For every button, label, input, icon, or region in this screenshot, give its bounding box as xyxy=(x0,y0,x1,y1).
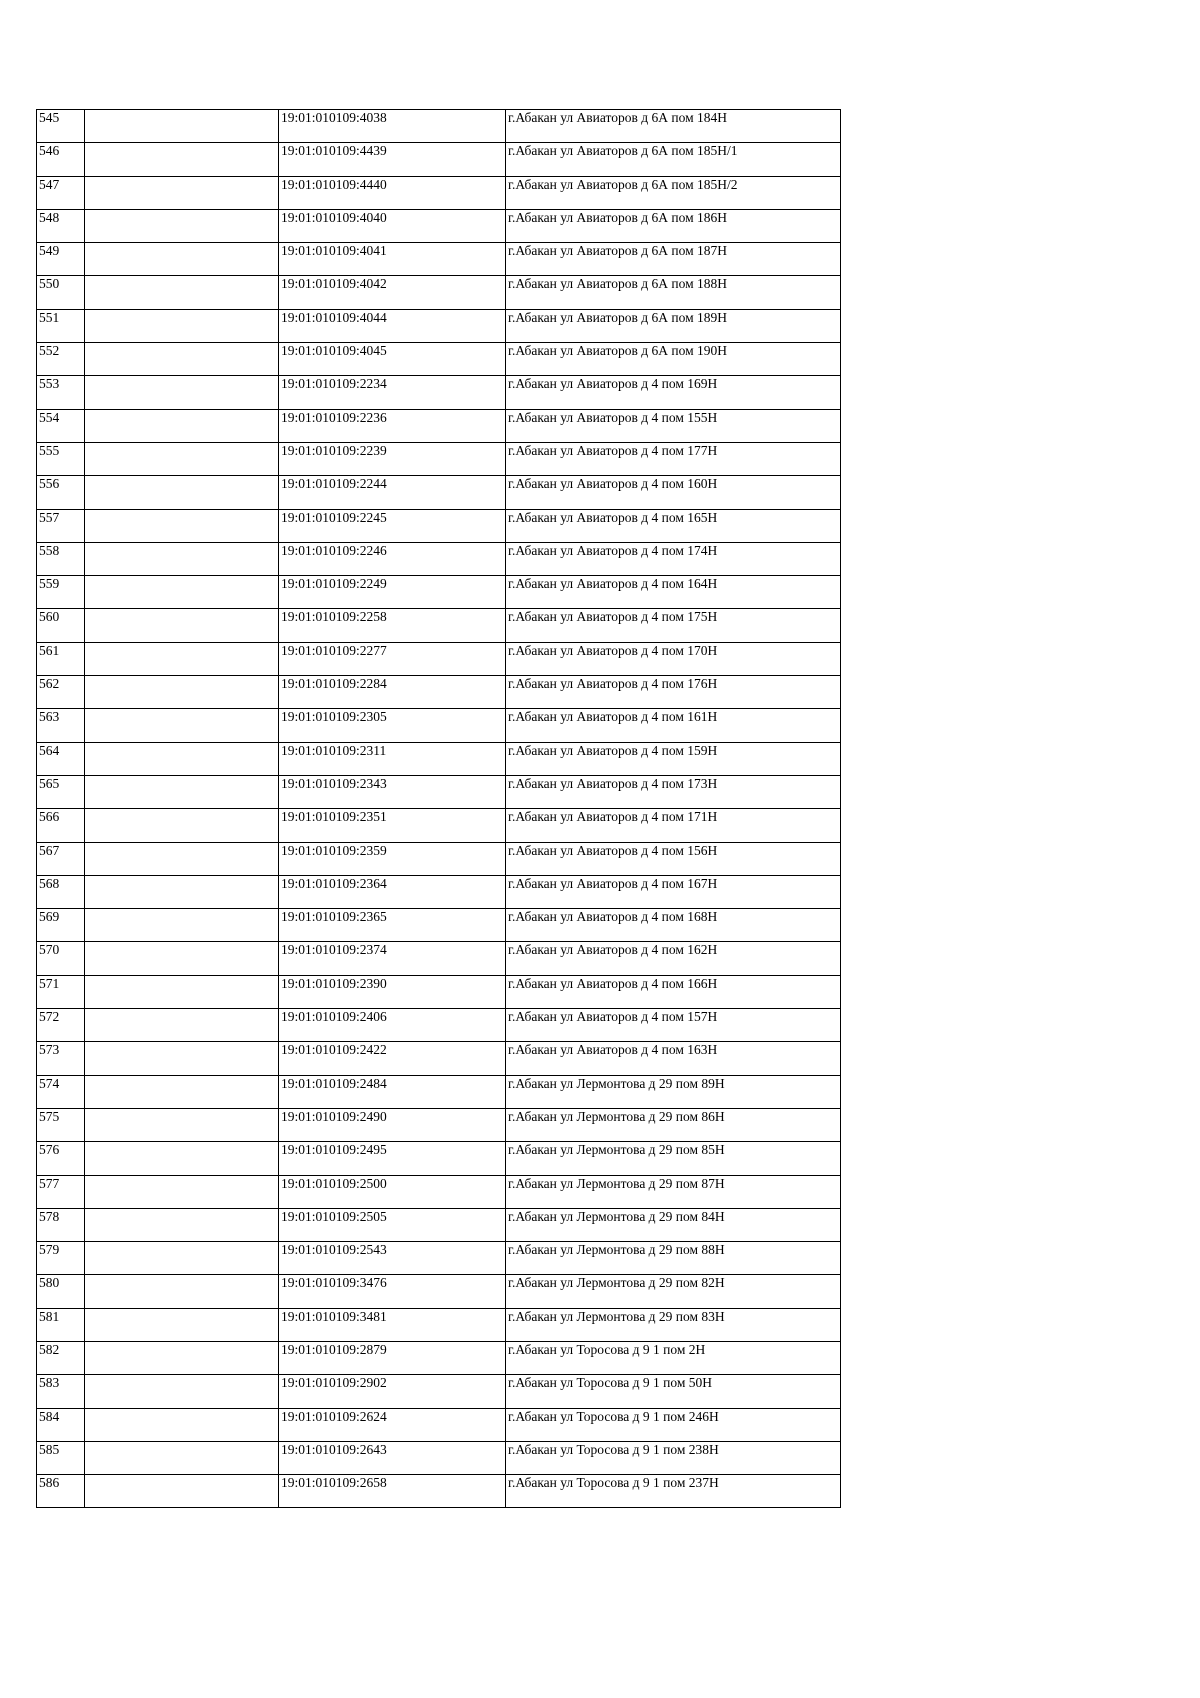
row-number-cell: 584 xyxy=(37,1408,85,1441)
empty-cell xyxy=(85,1408,279,1441)
address-cell: г.Абакан ул Авиаторов д 6А пом 186Н xyxy=(506,209,841,242)
cadastral-number-cell: 19:01:010109:2365 xyxy=(279,909,506,942)
cadastral-number-cell: 19:01:010109:2245 xyxy=(279,509,506,542)
address-cell: г.Абакан ул Авиаторов д 4 пом 162Н xyxy=(506,942,841,975)
row-number-cell: 572 xyxy=(37,1009,85,1042)
table-row xyxy=(37,975,841,1008)
row-number-cell: 578 xyxy=(37,1208,85,1241)
address-cell: г.Абакан ул Торосова д 9 1 пом 237Н xyxy=(506,1475,841,1508)
table-row xyxy=(37,442,841,475)
row-number-cell: 577 xyxy=(37,1175,85,1208)
address-cell: г.Абакан ул Лермонтова д 29 пом 86Н xyxy=(506,1108,841,1141)
cadastral-number-cell: 19:01:010109:4045 xyxy=(279,343,506,376)
address-cell: г.Абакан ул Авиаторов д 4 пом 159Н xyxy=(506,742,841,775)
cadastral-number-cell: 19:01:010109:2643 xyxy=(279,1441,506,1474)
cadastral-number-cell: 19:01:010109:4439 xyxy=(279,143,506,176)
cadastral-number-cell: 19:01:010109:4042 xyxy=(279,276,506,309)
row-number-cell: 565 xyxy=(37,775,85,808)
address-cell: г.Абакан ул Авиаторов д 6А пом 187Н xyxy=(506,243,841,276)
empty-cell xyxy=(85,1009,279,1042)
table-row xyxy=(37,942,841,975)
empty-cell xyxy=(85,1042,279,1075)
table-row xyxy=(37,676,841,709)
address-cell: г.Абакан ул Торосова д 9 1 пом 238Н xyxy=(506,1441,841,1474)
address-cell: г.Абакан ул Авиаторов д 4 пом 166Н xyxy=(506,975,841,1008)
empty-cell xyxy=(85,143,279,176)
table-row xyxy=(37,1075,841,1108)
row-number-cell: 567 xyxy=(37,842,85,875)
address-cell: г.Абакан ул Авиаторов д 4 пом 167Н xyxy=(506,875,841,908)
empty-cell xyxy=(85,1341,279,1374)
address-cell: г.Абакан ул Лермонтова д 29 пом 89Н xyxy=(506,1075,841,1108)
address-cell: г.Абакан ул Авиаторов д 6А пом 185Н/1 xyxy=(506,143,841,176)
cadastral-number-cell: 19:01:010109:2244 xyxy=(279,476,506,509)
empty-cell xyxy=(85,1375,279,1408)
cadastral-number-cell: 19:01:010109:2879 xyxy=(279,1341,506,1374)
empty-cell xyxy=(85,243,279,276)
row-number-cell: 560 xyxy=(37,609,85,642)
address-cell: г.Абакан ул Торосова д 9 1 пом 246Н xyxy=(506,1408,841,1441)
row-number-cell: 575 xyxy=(37,1108,85,1141)
cadastral-number-cell: 19:01:010109:4044 xyxy=(279,309,506,342)
empty-cell xyxy=(85,1175,279,1208)
empty-cell xyxy=(85,276,279,309)
address-cell: г.Абакан ул Авиаторов д 6А пом 188Н xyxy=(506,276,841,309)
empty-cell xyxy=(85,576,279,609)
cadastral-number-cell: 19:01:010109:2390 xyxy=(279,975,506,1008)
property-register-table xyxy=(36,109,841,1508)
empty-cell xyxy=(85,775,279,808)
empty-cell xyxy=(85,110,279,143)
empty-cell xyxy=(85,1208,279,1241)
row-number-cell: 580 xyxy=(37,1275,85,1308)
row-number-cell: 553 xyxy=(37,376,85,409)
cadastral-number-cell: 19:01:010109:2902 xyxy=(279,1375,506,1408)
empty-cell xyxy=(85,1242,279,1275)
address-cell: г.Абакан ул Лермонтова д 29 пом 82Н xyxy=(506,1275,841,1308)
address-cell: г.Абакан ул Авиаторов д 6А пом 189Н xyxy=(506,309,841,342)
address-cell: г.Абакан ул Авиаторов д 6А пом 184Н xyxy=(506,110,841,143)
address-cell: г.Абакан ул Авиаторов д 6А пом 190Н xyxy=(506,343,841,376)
address-cell: г.Абакан ул Авиаторов д 4 пом 155Н xyxy=(506,409,841,442)
cadastral-number-cell: 19:01:010109:2305 xyxy=(279,709,506,742)
table-row xyxy=(37,1275,841,1308)
cadastral-number-cell: 19:01:010109:2351 xyxy=(279,809,506,842)
table-row xyxy=(37,642,841,675)
address-cell: г.Абакан ул Авиаторов д 4 пом 168Н xyxy=(506,909,841,942)
empty-cell xyxy=(85,542,279,575)
row-number-cell: 566 xyxy=(37,809,85,842)
row-number-cell: 561 xyxy=(37,642,85,675)
address-cell: г.Абакан ул Авиаторов д 4 пом 171Н xyxy=(506,809,841,842)
table-row xyxy=(37,1308,841,1341)
table-row xyxy=(37,309,841,342)
empty-cell xyxy=(85,1475,279,1508)
row-number-cell: 546 xyxy=(37,143,85,176)
cadastral-number-cell: 19:01:010109:2249 xyxy=(279,576,506,609)
address-cell: г.Абакан ул Авиаторов д 4 пом 177Н xyxy=(506,442,841,475)
empty-cell xyxy=(85,509,279,542)
row-number-cell: 550 xyxy=(37,276,85,309)
row-number-cell: 563 xyxy=(37,709,85,742)
row-number-cell: 582 xyxy=(37,1341,85,1374)
table-row xyxy=(37,243,841,276)
empty-cell xyxy=(85,609,279,642)
cadastral-number-cell: 19:01:010109:2422 xyxy=(279,1042,506,1075)
empty-cell xyxy=(85,442,279,475)
address-cell: г.Абакан ул Авиаторов д 6А пом 185Н/2 xyxy=(506,176,841,209)
address-cell: г.Абакан ул Торосова д 9 1 пом 50Н xyxy=(506,1375,841,1408)
row-number-cell: 564 xyxy=(37,742,85,775)
table-row xyxy=(37,1375,841,1408)
address-cell: г.Абакан ул Авиаторов д 4 пом 176Н xyxy=(506,676,841,709)
empty-cell xyxy=(85,642,279,675)
empty-cell xyxy=(85,343,279,376)
table-row xyxy=(37,176,841,209)
cadastral-number-cell: 19:01:010109:2495 xyxy=(279,1142,506,1175)
cadastral-number-cell: 19:01:010109:2234 xyxy=(279,376,506,409)
row-number-cell: 557 xyxy=(37,509,85,542)
cadastral-number-cell: 19:01:010109:2484 xyxy=(279,1075,506,1108)
row-number-cell: 555 xyxy=(37,442,85,475)
row-number-cell: 558 xyxy=(37,542,85,575)
cadastral-number-cell: 19:01:010109:2500 xyxy=(279,1175,506,1208)
row-number-cell: 562 xyxy=(37,676,85,709)
row-number-cell: 570 xyxy=(37,942,85,975)
cadastral-number-cell: 19:01:010109:2505 xyxy=(279,1208,506,1241)
address-cell: г.Абакан ул Авиаторов д 4 пом 163Н xyxy=(506,1042,841,1075)
empty-cell xyxy=(85,975,279,1008)
address-cell: г.Абакан ул Торосова д 9 1 пом 2Н xyxy=(506,1341,841,1374)
table-row xyxy=(37,775,841,808)
empty-cell xyxy=(85,1142,279,1175)
address-cell: г.Абакан ул Авиаторов д 4 пом 174Н xyxy=(506,542,841,575)
row-number-cell: 571 xyxy=(37,975,85,1008)
address-cell: г.Абакан ул Лермонтова д 29 пом 85Н xyxy=(506,1142,841,1175)
cadastral-number-cell: 19:01:010109:2239 xyxy=(279,442,506,475)
table-row xyxy=(37,209,841,242)
table-row xyxy=(37,609,841,642)
empty-cell xyxy=(85,676,279,709)
cadastral-number-cell: 19:01:010109:4440 xyxy=(279,176,506,209)
table-row xyxy=(37,1341,841,1374)
table-row xyxy=(37,276,841,309)
row-number-cell: 573 xyxy=(37,1042,85,1075)
empty-cell xyxy=(85,1075,279,1108)
address-cell: г.Абакан ул Авиаторов д 4 пом 173Н xyxy=(506,775,841,808)
row-number-cell: 559 xyxy=(37,576,85,609)
row-number-cell: 581 xyxy=(37,1308,85,1341)
table-row xyxy=(37,409,841,442)
cadastral-number-cell: 19:01:010109:4041 xyxy=(279,243,506,276)
empty-cell xyxy=(85,1441,279,1474)
row-number-cell: 556 xyxy=(37,476,85,509)
table-row xyxy=(37,1108,841,1141)
table-row xyxy=(37,476,841,509)
empty-cell xyxy=(85,1275,279,1308)
row-number-cell: 585 xyxy=(37,1441,85,1474)
table-row xyxy=(37,742,841,775)
cadastral-number-cell: 19:01:010109:2543 xyxy=(279,1242,506,1275)
address-cell: г.Абакан ул Авиаторов д 4 пом 170Н xyxy=(506,642,841,675)
empty-cell xyxy=(85,709,279,742)
cadastral-number-cell: 19:01:010109:2624 xyxy=(279,1408,506,1441)
table-row xyxy=(37,1408,841,1441)
address-cell: г.Абакан ул Авиаторов д 4 пом 165Н xyxy=(506,509,841,542)
cadastral-number-cell: 19:01:010109:2284 xyxy=(279,676,506,709)
table-row xyxy=(37,576,841,609)
empty-cell xyxy=(85,1308,279,1341)
row-number-cell: 548 xyxy=(37,209,85,242)
empty-cell xyxy=(85,376,279,409)
table-row xyxy=(37,1042,841,1075)
table-row xyxy=(37,1208,841,1241)
row-number-cell: 545 xyxy=(37,110,85,143)
cadastral-number-cell: 19:01:010109:2658 xyxy=(279,1475,506,1508)
table-row xyxy=(37,842,841,875)
cadastral-number-cell: 19:01:010109:2490 xyxy=(279,1108,506,1141)
table-row xyxy=(37,709,841,742)
empty-cell xyxy=(85,1108,279,1141)
table-row xyxy=(37,1175,841,1208)
empty-cell xyxy=(85,409,279,442)
table-row xyxy=(37,1142,841,1175)
row-number-cell: 579 xyxy=(37,1242,85,1275)
empty-cell xyxy=(85,942,279,975)
cadastral-number-cell: 19:01:010109:2406 xyxy=(279,1009,506,1042)
table-row xyxy=(37,1475,841,1508)
table-row xyxy=(37,110,841,143)
row-number-cell: 552 xyxy=(37,343,85,376)
table-row xyxy=(37,1242,841,1275)
table-row xyxy=(37,343,841,376)
address-cell: г.Абакан ул Лермонтова д 29 пом 87Н xyxy=(506,1175,841,1208)
row-number-cell: 586 xyxy=(37,1475,85,1508)
empty-cell xyxy=(85,176,279,209)
cadastral-number-cell: 19:01:010109:2311 xyxy=(279,742,506,775)
table-row xyxy=(37,143,841,176)
row-number-cell: 568 xyxy=(37,875,85,908)
cadastral-number-cell: 19:01:010109:4040 xyxy=(279,209,506,242)
address-cell: г.Абакан ул Авиаторов д 4 пом 164Н xyxy=(506,576,841,609)
table-row xyxy=(37,909,841,942)
address-cell: г.Абакан ул Лермонтова д 29 пом 88Н xyxy=(506,1242,841,1275)
table-row xyxy=(37,809,841,842)
row-number-cell: 554 xyxy=(37,409,85,442)
address-cell: г.Абакан ул Авиаторов д 4 пом 160Н xyxy=(506,476,841,509)
table-row xyxy=(37,542,841,575)
cadastral-number-cell: 19:01:010109:2277 xyxy=(279,642,506,675)
address-cell: г.Абакан ул Лермонтова д 29 пом 84Н xyxy=(506,1208,841,1241)
cadastral-number-cell: 19:01:010109:3476 xyxy=(279,1275,506,1308)
cadastral-number-cell: 19:01:010109:2343 xyxy=(279,775,506,808)
empty-cell xyxy=(85,809,279,842)
table-body xyxy=(37,110,841,1508)
table-row xyxy=(37,1441,841,1474)
cadastral-number-cell: 19:01:010109:2258 xyxy=(279,609,506,642)
cadastral-number-cell: 19:01:010109:2236 xyxy=(279,409,506,442)
table-row xyxy=(37,376,841,409)
cadastral-number-cell: 19:01:010109:2374 xyxy=(279,942,506,975)
address-cell: г.Абакан ул Авиаторов д 4 пом 161Н xyxy=(506,709,841,742)
table-row xyxy=(37,1009,841,1042)
address-cell: г.Абакан ул Авиаторов д 4 пом 156Н xyxy=(506,842,841,875)
address-cell: г.Абакан ул Авиаторов д 4 пом 157Н xyxy=(506,1009,841,1042)
cadastral-number-cell: 19:01:010109:2364 xyxy=(279,875,506,908)
address-cell: г.Абакан ул Лермонтова д 29 пом 83Н xyxy=(506,1308,841,1341)
row-number-cell: 583 xyxy=(37,1375,85,1408)
row-number-cell: 547 xyxy=(37,176,85,209)
empty-cell xyxy=(85,875,279,908)
address-cell: г.Абакан ул Авиаторов д 4 пом 175Н xyxy=(506,609,841,642)
empty-cell xyxy=(85,842,279,875)
table-row xyxy=(37,509,841,542)
empty-cell xyxy=(85,209,279,242)
empty-cell xyxy=(85,476,279,509)
empty-cell xyxy=(85,909,279,942)
cadastral-number-cell: 19:01:010109:2246 xyxy=(279,542,506,575)
cadastral-number-cell: 19:01:010109:2359 xyxy=(279,842,506,875)
row-number-cell: 576 xyxy=(37,1142,85,1175)
row-number-cell: 549 xyxy=(37,243,85,276)
row-number-cell: 569 xyxy=(37,909,85,942)
empty-cell xyxy=(85,309,279,342)
empty-cell xyxy=(85,742,279,775)
row-number-cell: 551 xyxy=(37,309,85,342)
cadastral-number-cell: 19:01:010109:3481 xyxy=(279,1308,506,1341)
cadastral-number-cell: 19:01:010109:4038 xyxy=(279,110,506,143)
row-number-cell: 574 xyxy=(37,1075,85,1108)
address-cell: г.Абакан ул Авиаторов д 4 пом 169Н xyxy=(506,376,841,409)
table-row xyxy=(37,875,841,908)
